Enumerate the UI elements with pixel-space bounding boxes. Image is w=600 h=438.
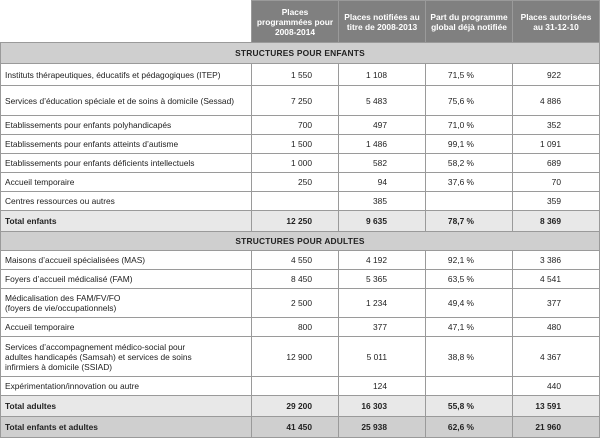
cell-notifiees: 94 — [339, 173, 426, 192]
cell-part: 75,6 % — [426, 86, 513, 116]
table-row — [1, 154, 600, 173]
row-label: Etablissements pour enfants atteints d’autisme — [1, 135, 252, 154]
total-autorisees: 8 369 — [513, 211, 600, 232]
cell-autorisees: 4 541 — [513, 270, 600, 289]
row-label: Expérimentation/innovation ou autre — [1, 377, 252, 396]
cell-notifiees: 1 234 — [339, 289, 426, 318]
cell-part: 63,5 % — [426, 270, 513, 289]
section-row-adults — [1, 232, 600, 251]
cell-programmees: 12 900 — [252, 337, 339, 377]
cell-part: 37,6 % — [426, 173, 513, 192]
row-label: Centres ressources ou autres — [1, 192, 252, 211]
cell-autorisees: 1 091 — [513, 135, 600, 154]
table-row — [1, 270, 600, 289]
cell-part: 38,8 % — [426, 337, 513, 377]
total-programmees: 12 250 — [252, 211, 339, 232]
row-label: Maisons d’accueil spécialisées (MAS) — [1, 251, 252, 270]
grand-total-part: 62,6 % — [426, 417, 513, 438]
cell-notifiees: 4 192 — [339, 251, 426, 270]
row-label — [1, 289, 252, 318]
cell-part: 92,1 % — [426, 251, 513, 270]
total-notifiees: 9 635 — [339, 211, 426, 232]
header-places-notifiees: Places notifiées au titre de 2008-2013 — [339, 1, 426, 43]
cell-programmees: 250 — [252, 173, 339, 192]
table-row — [1, 173, 600, 192]
table-row — [1, 86, 600, 116]
row-label-line2: adultes handicapés (Samsah) et services de soins — [5, 351, 192, 362]
total-part: 78,7 % — [426, 211, 513, 232]
cell-programmees: 1 500 — [252, 135, 339, 154]
cell-programmees: 1 550 — [252, 64, 339, 86]
grand-total-notifiees: 25 938 — [339, 417, 426, 438]
cell-notifiees: 497 — [339, 116, 426, 135]
cell-part: 71,5 % — [426, 64, 513, 86]
section-title-adults: STRUCTURES POUR ADULTES — [1, 232, 600, 251]
cell-part: 58,2 % — [426, 154, 513, 173]
grand-total-autorisees: 21 960 — [513, 417, 600, 438]
total-part: 55,8 % — [426, 396, 513, 417]
cell-part — [426, 377, 513, 396]
cell-autorisees: 3 386 — [513, 251, 600, 270]
cell-part — [426, 192, 513, 211]
cell-autorisees: 440 — [513, 377, 600, 396]
header-blank-cell — [1, 1, 252, 43]
cell-notifiees: 124 — [339, 377, 426, 396]
cell-notifiees: 385 — [339, 192, 426, 211]
cell-programmees: 700 — [252, 116, 339, 135]
cell-programmees — [252, 192, 339, 211]
table-row — [1, 251, 600, 270]
total-label: Total adultes — [1, 396, 252, 417]
cell-programmees — [252, 377, 339, 396]
cell-programmees: 8 450 — [252, 270, 339, 289]
cell-notifiees: 5 483 — [339, 86, 426, 116]
cell-part: 47,1 % — [426, 318, 513, 337]
cell-notifiees: 377 — [339, 318, 426, 337]
cell-notifiees: 1 108 — [339, 64, 426, 86]
table-row — [1, 116, 600, 135]
cell-programmees: 800 — [252, 318, 339, 337]
cell-part: 99,1 % — [426, 135, 513, 154]
row-label-line2: (foyers de vie/occupationnels) — [5, 303, 117, 313]
cell-autorisees: 70 — [513, 173, 600, 192]
cell-notifiees: 582 — [339, 154, 426, 173]
row-label-line1: Services d’accompagnement médico-social pour — [5, 341, 186, 352]
cell-notifiees: 5 011 — [339, 337, 426, 377]
row-label — [1, 337, 252, 377]
grand-total-row — [1, 417, 600, 438]
row-label: Etablissements pour enfants polyhandicapés — [1, 116, 252, 135]
cell-programmees: 4 550 — [252, 251, 339, 270]
cell-part: 49,4 % — [426, 289, 513, 318]
cell-autorisees: 4 886 — [513, 86, 600, 116]
row-label: Accueil temporaire — [1, 318, 252, 337]
header-places-autorisees: Places autorisées au 31-12-10 — [513, 1, 600, 43]
cell-autorisees: 352 — [513, 116, 600, 135]
grand-total-programmees: 41 450 — [252, 417, 339, 438]
table-row — [1, 135, 600, 154]
row-label-line1: Médicalisation des FAM/FV/FO — [5, 293, 121, 303]
section-row-children — [1, 43, 600, 64]
table-row — [1, 192, 600, 211]
row-label: Instituts thérapeutiques, éducatifs et pédagogiques (ITEP) — [1, 64, 252, 86]
cell-autorisees: 359 — [513, 192, 600, 211]
cell-programmees: 2 500 — [252, 289, 339, 318]
grand-total-label: Total enfants et adultes — [1, 417, 252, 438]
total-label: Total enfants — [1, 211, 252, 232]
cell-autorisees: 377 — [513, 289, 600, 318]
cell-autorisees: 480 — [513, 318, 600, 337]
total-programmees: 29 200 — [252, 396, 339, 417]
row-label: Services d’éducation spéciale et de soins à domicile (Sessad) — [1, 86, 252, 116]
table-row — [1, 318, 600, 337]
table-row — [1, 289, 600, 318]
cell-autorisees: 922 — [513, 64, 600, 86]
header-part-programme: Part du programme global déjà notifiée — [426, 1, 513, 43]
cell-autorisees: 4 367 — [513, 337, 600, 377]
cell-part: 71,0 % — [426, 116, 513, 135]
row-label: Etablissements pour enfants déficients intellectuels — [1, 154, 252, 173]
cell-programmees: 7 250 — [252, 86, 339, 116]
section-title-children: STRUCTURES POUR ENFANTS — [1, 43, 600, 64]
cell-notifiees: 5 365 — [339, 270, 426, 289]
total-notifiees: 16 303 — [339, 396, 426, 417]
cell-autorisees: 689 — [513, 154, 600, 173]
header-row — [1, 1, 600, 43]
header-places-programmees: Places programmées pour 2008-2014 — [252, 1, 339, 43]
table-row — [1, 64, 600, 86]
total-row-adults — [1, 396, 600, 417]
row-label: Foyers d’accueil médicalisé (FAM) — [1, 270, 252, 289]
row-label-line3: infirmiers à domicile (SSIAD) — [5, 361, 113, 372]
table-row — [1, 337, 600, 377]
table-row — [1, 377, 600, 396]
row-label: Accueil temporaire — [1, 173, 252, 192]
total-row-children — [1, 211, 600, 232]
cell-programmees: 1 000 — [252, 154, 339, 173]
total-autorisees: 13 591 — [513, 396, 600, 417]
cell-notifiees: 1 486 — [339, 135, 426, 154]
